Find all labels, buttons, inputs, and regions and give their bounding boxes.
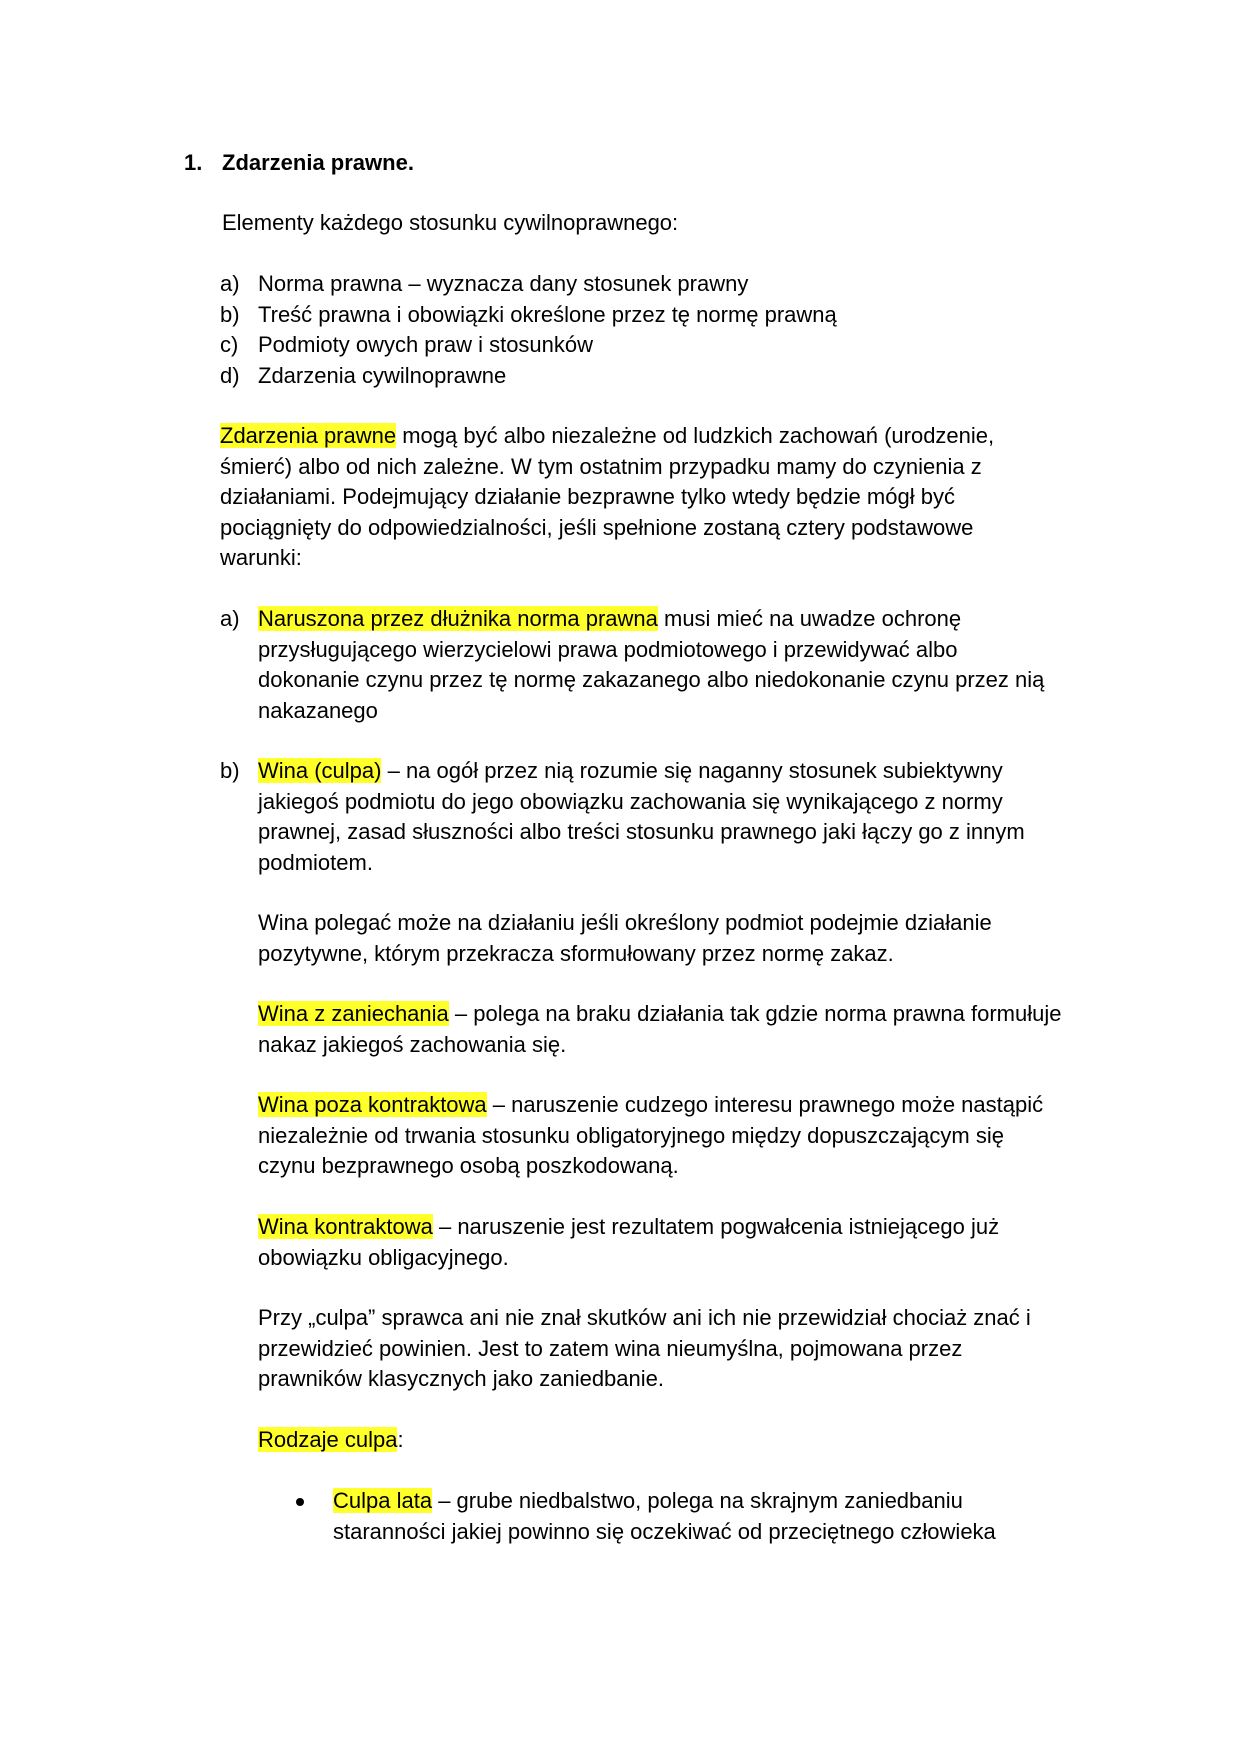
paragraph-line xyxy=(258,1090,1043,1121)
list-marker: c) xyxy=(220,332,239,357)
intro-text: Elementy każdego stosunku cywilnoprawnego: xyxy=(222,210,679,235)
paragraph-line: przysługującego wierzycielowi prawa podmiotowego i przewidywać albo xyxy=(258,636,958,662)
paragraph-line xyxy=(258,999,1061,1030)
paragraph-line: staranności jakiej powinno się oczekiwać od przeciętnego człowieka xyxy=(333,1518,996,1544)
paragraph-line: pozytywne, którym przekracza sformułowany przez normę zakaz. xyxy=(258,940,894,966)
paragraph-line: podmiotem. xyxy=(258,849,373,875)
paragraph-text: mogą być albo niezależne od ludzkich zachowań (urodzenie, xyxy=(396,423,995,448)
highlighted-term: Naruszona przez dłużnika norma prawna xyxy=(258,606,658,631)
paragraph-line: przewidzieć powinien. Jest to zatem wina nieumyślna, pojmowana przez xyxy=(258,1335,963,1361)
highlighted-term: Rodzaje culpa xyxy=(258,1427,398,1452)
paragraph-text: – naruszenie jest rezultatem pogwałcenia istniejącego już xyxy=(432,1214,1000,1239)
highlighted-term: Wina poza kontraktowa xyxy=(258,1092,487,1117)
paragraph-text: : xyxy=(397,1427,404,1452)
highlighted-term: Wina kontraktowa xyxy=(258,1214,433,1239)
paragraph-line: nakaz jakiegoś zachowania się. xyxy=(258,1031,567,1057)
paragraph-line xyxy=(258,1212,999,1243)
list-item: Zdarzenia cywilnoprawne xyxy=(258,362,507,388)
paragraph-line: niezależnie od trwania stosunku obligatoryjnego między dopuszczającym się xyxy=(258,1122,1004,1148)
highlighted-term: Zdarzenia prawne xyxy=(220,423,397,448)
highlighted-term: Wina z zaniechania xyxy=(258,1001,449,1026)
paragraph-text: musi mieć na uwadze ochronę xyxy=(657,606,962,631)
paragraph-text: – polega na braku działania tak gdzie norma prawna formułuje xyxy=(448,1001,1062,1026)
list-marker: d) xyxy=(220,362,240,388)
paragraph-line: śmierć) albo od nich zależne. W tym ostatnim przypadku mamy do czynienia z xyxy=(220,453,982,479)
paragraph-line: obowiązku obligacyjnego. xyxy=(258,1244,509,1270)
list-item: Podmioty owych praw i stosunków xyxy=(258,332,594,357)
list-marker: b) xyxy=(220,758,240,783)
paragraph-line: warunki: xyxy=(220,545,302,570)
highlighted-term: Culpa lata xyxy=(333,1488,433,1513)
list-marker: b) xyxy=(220,301,240,327)
paragraph-line: prawnej, zasad słuszności albo treści stosunku prawnego jaki łączy go z innym xyxy=(258,819,1025,844)
paragraph-line: jakiegoś podmiotu do jego obowiązku zachowania się wynikającego z normy xyxy=(258,788,1003,814)
paragraph-text: – naruszenie cudzego interesu prawnego może nastąpić xyxy=(486,1092,1044,1117)
paragraph-text: – grube niedbalstwo, polega na skrajnym zaniedbaniu xyxy=(432,1488,963,1513)
paragraph-line: działaniami. Podejmujący działanie bezprawne tylko wtedy będzie mógł być xyxy=(220,484,955,509)
highlighted-term: Wina (culpa) xyxy=(258,758,382,783)
paragraph-line: prawników klasycznych jako zaniedbanie. xyxy=(258,1366,664,1391)
paragraph-line: Przy „culpa” sprawca ani nie znał skutków ani ich nie przewidział chociaż znać i xyxy=(258,1305,1031,1330)
paragraph-line: pociągnięty do odpowiedzialności, jeśli spełnione zostaną cztery podstawowe xyxy=(220,514,974,540)
paragraph-line xyxy=(258,1425,404,1456)
paragraph-line xyxy=(258,756,1003,787)
paragraph-line xyxy=(258,604,961,635)
paragraph-line: dokonanie czynu przez tę normę zakazanego albo niedokonanie czynu przez nią xyxy=(258,667,1045,692)
paragraph-text: – na ogół przez nią rozumie się naganny stosunek subiektywny xyxy=(381,758,1003,783)
paragraph-line: czynu bezprawnego osobą poszkodowaną. xyxy=(258,1153,679,1178)
section-number: 1. xyxy=(184,150,203,175)
paragraph-line xyxy=(333,1486,963,1517)
paragraph-line: Wina polegać może na działaniu jeśli określony podmiot podejmie działanie xyxy=(258,910,992,935)
list-item: Norma prawna – wyznacza dany stosunek prawny xyxy=(258,271,749,296)
list-marker: a) xyxy=(220,271,240,296)
paragraph-line: nakazanego xyxy=(258,697,378,723)
list-marker: a) xyxy=(220,606,240,631)
section-title: Zdarzenia prawne. xyxy=(222,150,414,175)
paragraph-line xyxy=(220,421,994,452)
list-item: Treść prawna i obowiązki określone przez tę normę prawną xyxy=(258,301,837,327)
bullet-icon xyxy=(296,1498,304,1506)
